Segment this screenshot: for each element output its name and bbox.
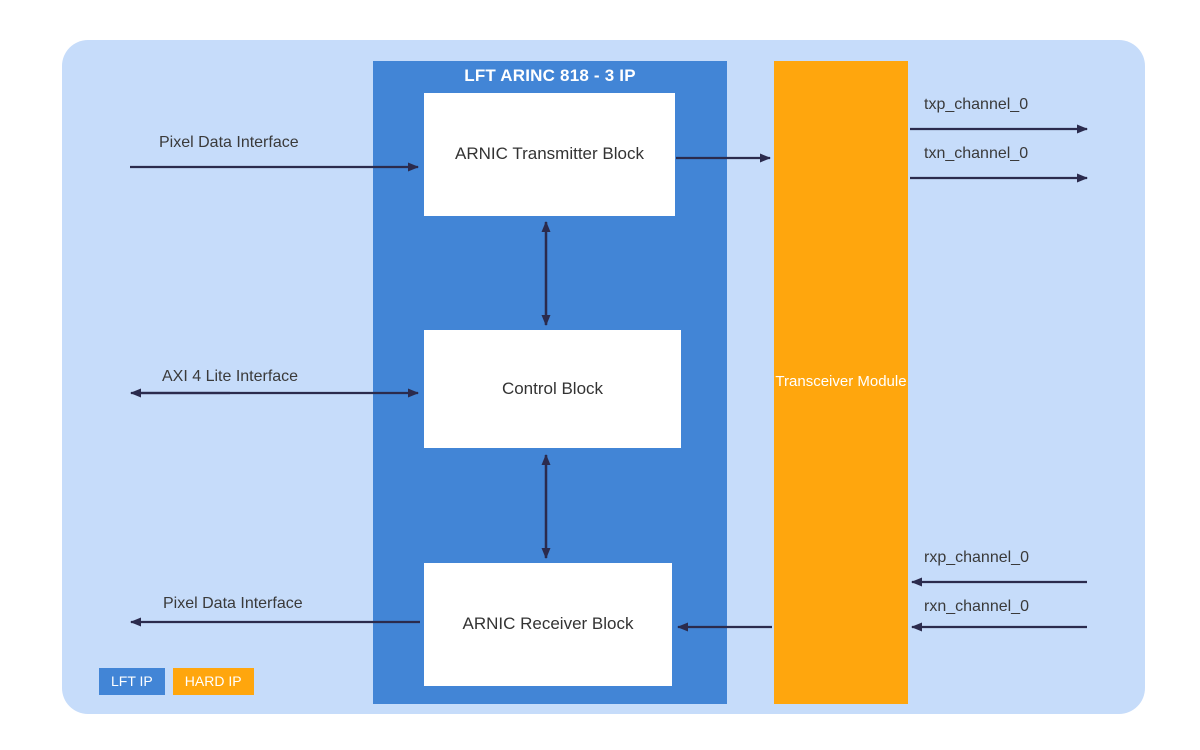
label-pixel-data-interface-in: Pixel Data Interface xyxy=(159,134,299,151)
lft-ip-title: LFT ARINC 818 - 3 IP xyxy=(464,66,636,85)
label-txn-channel-0: txn_channel_0 xyxy=(924,145,1029,162)
legend xyxy=(99,668,254,695)
label-axi4-lite-interface: AXI 4 Lite Interface xyxy=(162,368,299,385)
label-txp-channel-0: txp_channel_0 xyxy=(924,96,1029,113)
arinc-transmitter-block: ARNIC Transmitter Block xyxy=(424,93,675,216)
label-rxp-channel-0: rxp_channel_0 xyxy=(924,549,1029,566)
label-rxn-channel-0: rxn_channel_0 xyxy=(924,598,1029,615)
legend-item-hard-ip: HARD IP xyxy=(173,668,254,695)
transceiver-module-block: Transceiver Module xyxy=(774,61,908,704)
legend-item-lft-ip: LFT IP xyxy=(99,668,165,695)
label-pixel-data-interface-out: Pixel Data Interface xyxy=(163,595,303,612)
arinc-receiver-block: ARNIC Receiver Block xyxy=(424,563,672,686)
control-block: Control Block xyxy=(424,330,681,448)
